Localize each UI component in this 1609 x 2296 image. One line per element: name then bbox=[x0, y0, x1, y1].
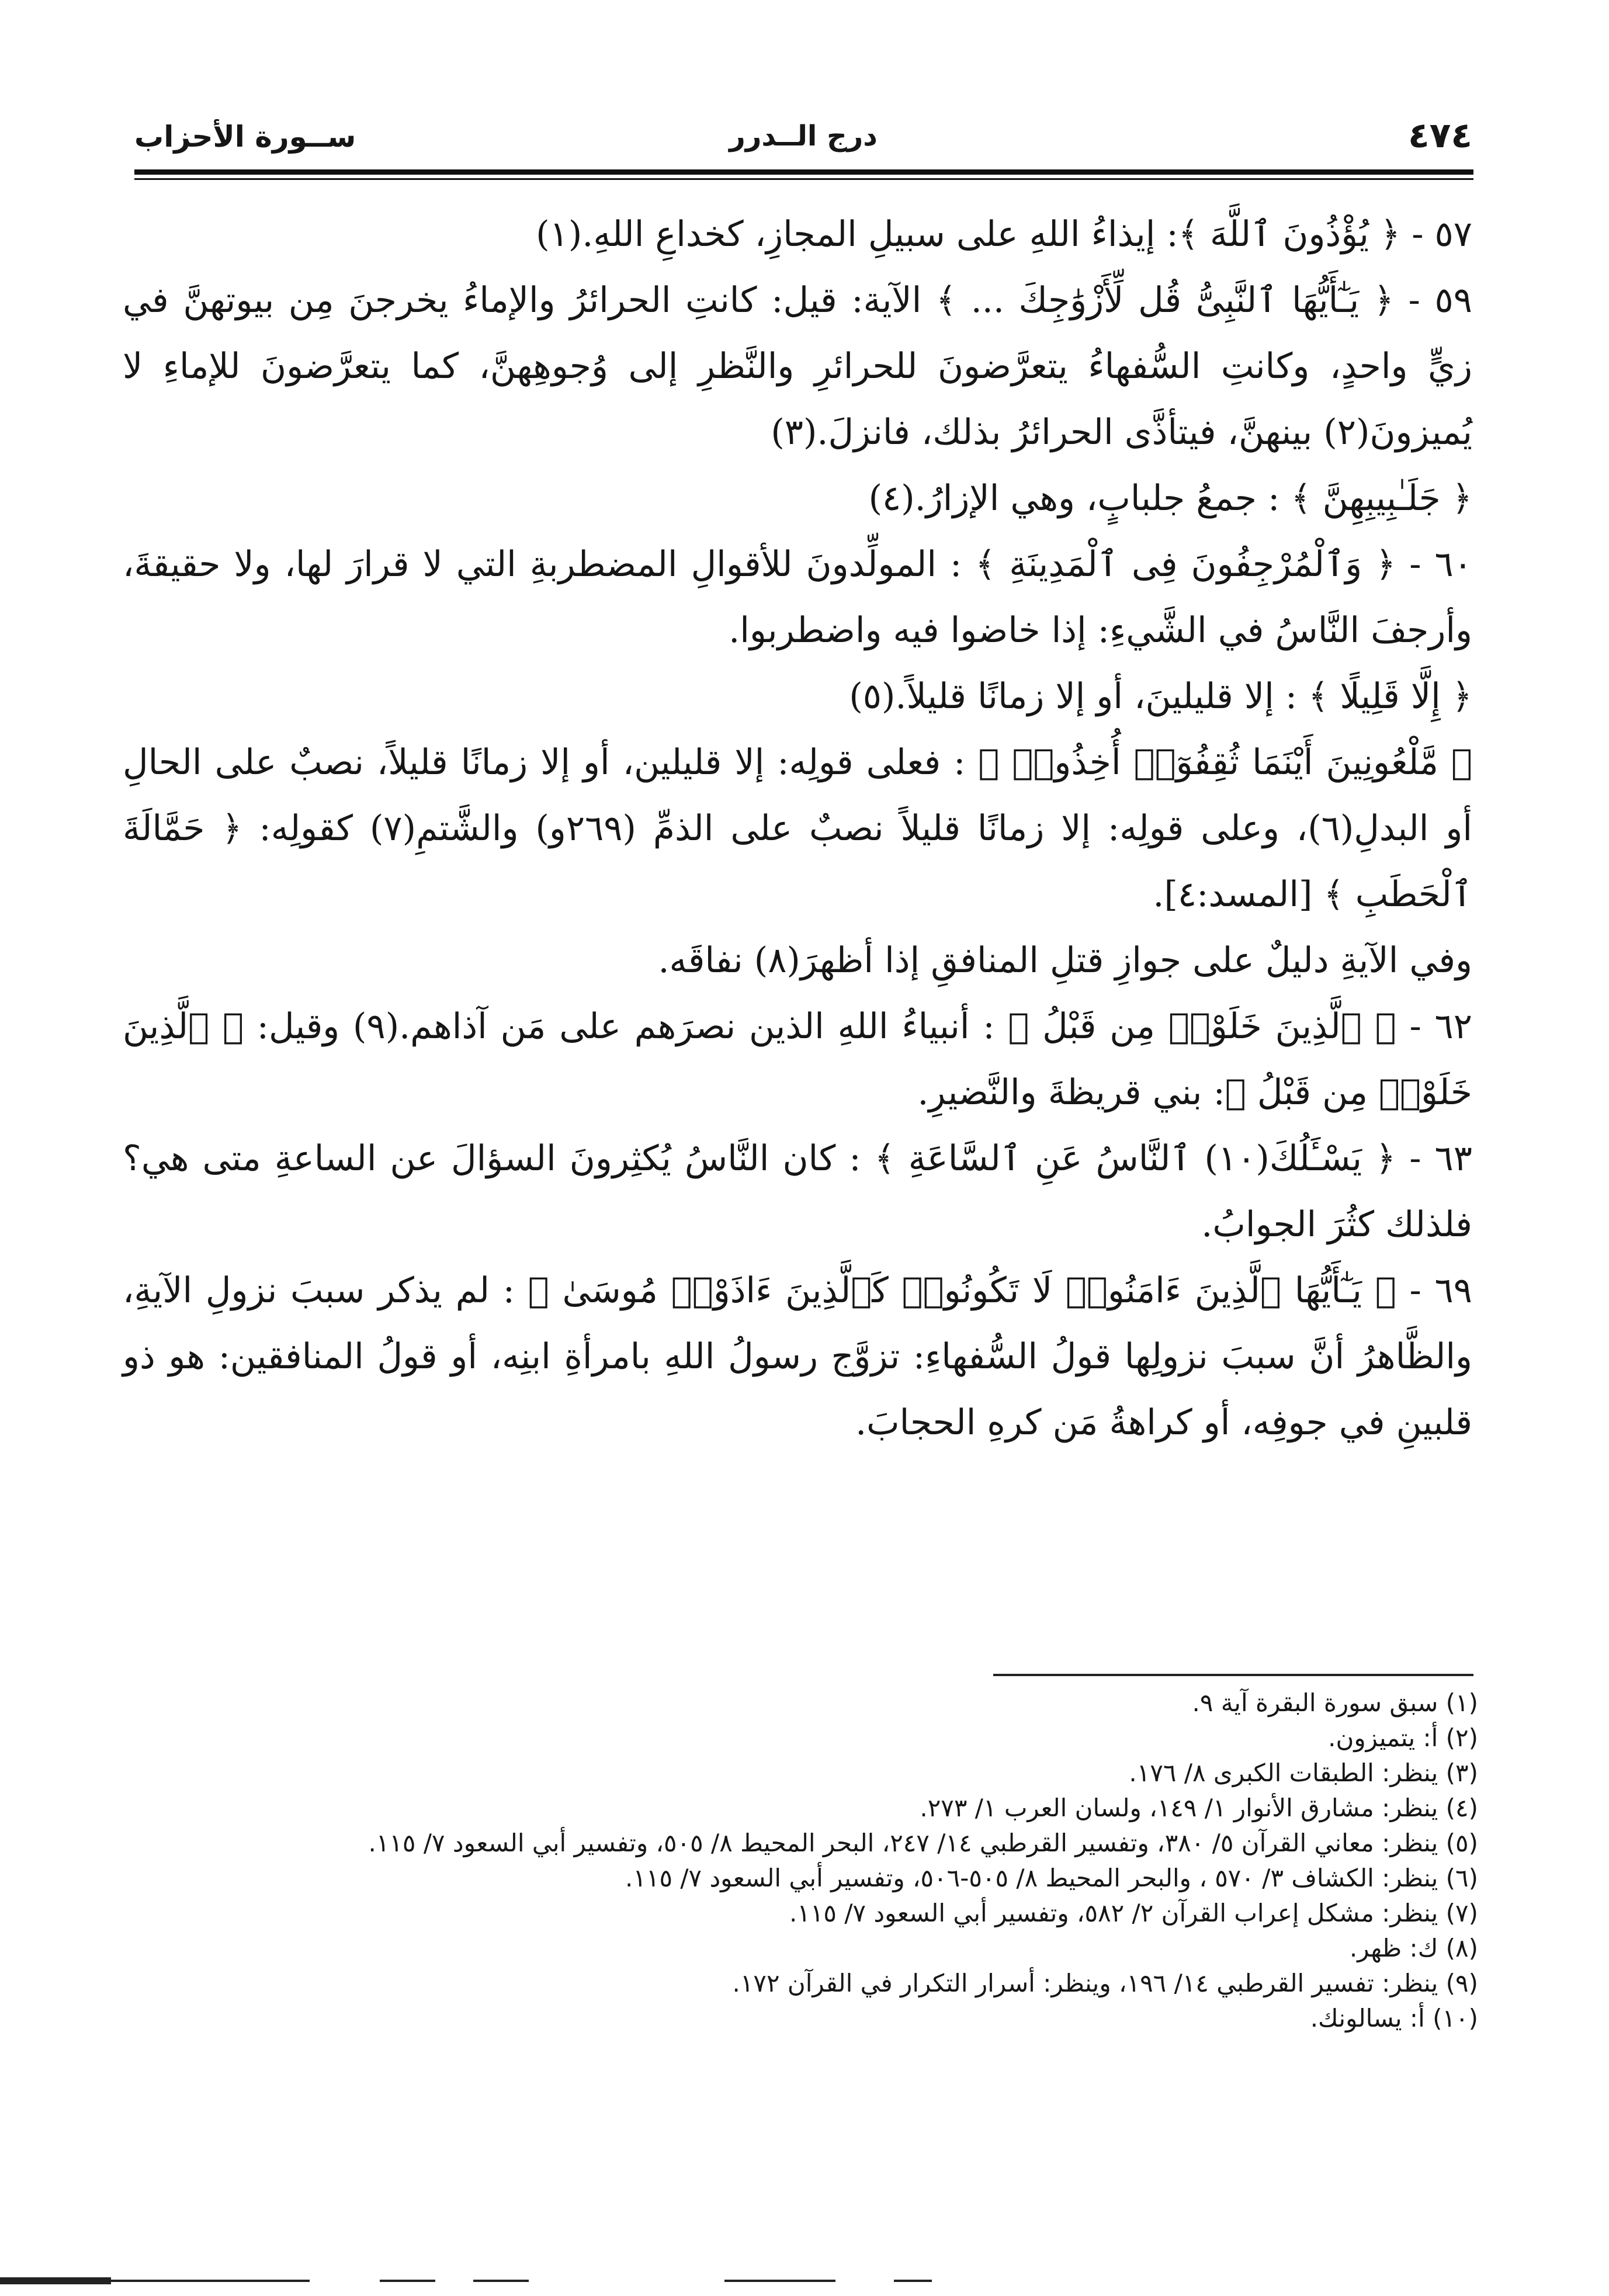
footnote: (٥) ينظر: معاني القرآن ٥/ ٣٨٠، وتفسير القرطبي ١٤/ ٢٤٧، البحر المحيط ٨/ ٥٠٥، وتفسير أبي السعود ٧/ ١١٥. bbox=[368, 1829, 1478, 1857]
footnote: (٧) ينظر: مشكل إعراب القرآن ٢/ ٥٨٢، وتفسير أبي السعود ٧/ ١١٥. bbox=[789, 1899, 1478, 1927]
footnote: (٦) ينظر: الكشاف ٣/ ٥٧٠ ، والبحر المحيط ٨/ ٥٠٥-٥٠٦، وتفسير أبي السعود ٧/ ١١٥. bbox=[625, 1864, 1478, 1892]
surah-name: ســورة الأحزاب bbox=[134, 120, 356, 154]
scan-edge-mark bbox=[473, 2280, 529, 2282]
paragraph-verse-63: ٦٣ - ﴿ يَسْـَٔلُكَ(١٠) ٱلنَّاسُ عَنِ ٱلسَّاعَةِ ﴾ : كان النَّاسُ يُكثِرونَ السؤالَ عن الساعةِ متى هي؟ فلذلك كثُرَ الجوابُ. bbox=[123, 1138, 1472, 1245]
footnote: (١٠) أ: يسالونك. bbox=[1310, 2004, 1478, 2033]
paragraph-verse-62: ٦٢ - ﴿ ٱلَّذِينَ خَلَوْا۟ مِن قَبْلُ ﴾ : أنبياءُ اللهِ الذين نصرَهم على مَن آذاهم.(٩) وقيل: ﴿ ٱلَّذِينَ خَلَوْا۟ مِن قَبْلُ ﴾: بني قريظةَ والنَّضيرِ. bbox=[123, 1006, 1472, 1113]
running-header bbox=[134, 115, 1472, 161]
footnote: (٢) أ: يتميزون. bbox=[1328, 1723, 1478, 1752]
footnote: (٨) ك: ظهر. bbox=[1349, 1934, 1478, 1962]
header-rule-thin bbox=[134, 178, 1473, 180]
paragraph-malunin: ﴿ مَّلْعُونِينَ أَيْنَمَا ثُقِفُوٓا۟ أُخِذُوا۟ ﴾ : فعلى قولِه: إلا قليلين، أو إلا زمانًا قليلاً، نصبٌ على الحالِ أو البدلِ(٦)، وعلى قولِه: إلا زمانًا قليلاً نصبٌ على الذمِّ (٢٦٩و) والشَّتمِ(٧) كقولِه: ﴿ حَمَّالَةَ ٱلْحَطَبِ ﴾ [المسد:٤]. bbox=[123, 742, 1472, 915]
footnotes bbox=[193, 1685, 1478, 2036]
scan-edge-mark bbox=[380, 2280, 435, 2282]
footnote-separator bbox=[993, 1674, 1473, 1676]
paragraph-verse-60: ٦٠ - ﴿ وَٱلْمُرْجِفُونَ فِى ٱلْمَدِينَةِ ﴾ : المولِّدونَ للأقوالِ المضطربةِ التي لا قرارَ لها، ولا حقيقةَ، وأرجفَ النَّاسُ في الشَّيءِ: إذا خاضوا فيه واضطربوا. bbox=[123, 544, 1472, 651]
paragraph-verse-57: ٥٧ - ﴿ يُؤْذُونَ ٱللَّهَ ﴾: إيذاءُ اللهِ على سبيلِ المجازِ، كخداعِ اللهِ.(١) bbox=[536, 214, 1472, 255]
footnote: (٩) ينظر: تفسير القرطبي ١٤/ ١٩٦، وينظر: أسرار التكرار في القرآن ١٧٢. bbox=[732, 1969, 1478, 1997]
book-title: درج الــدرر bbox=[729, 120, 878, 152]
footnote: (٣) ينظر: الطبقات الكبرى ٨/ ١٧٦. bbox=[1129, 1759, 1478, 1787]
paragraph-verse-59: ٥٩ - ﴿ يَـٰٓأَيُّهَا ٱلنَّبِىُّ قُل لِّأَزْوَٰجِكَ ... ﴾ الآية: قيل: كانتِ الحرائرُ والإماءُ يخرجنَ مِن بيوتهنَّ في زيٍّ واحدٍ، وكانتِ السُّفهاءُ يتعرَّضونَ للحرائرِ والنَّظرِ إلى وُجوهِهنَّ، كما يتعرَّضونَ للإماءِ لا يُميزونَ(٢) بينهنَّ، فيتأذَّى الحرائرُ بذلك، فانزلَ.(٣) bbox=[123, 280, 1472, 453]
page-number: ٤٧٤ bbox=[1408, 115, 1472, 156]
scan-edge-mark bbox=[111, 2280, 310, 2282]
footnote: (٤) ينظر: مشارق الأنوار ١/ ١٤٩، ولسان العرب ١/ ٢٧٣. bbox=[920, 1794, 1478, 1822]
scan-edge-mark bbox=[894, 2280, 932, 2282]
scan-edge-mark bbox=[0, 2277, 111, 2284]
paragraph-illa-qalila: ﴿ إِلَّا قَلِيلًا ﴾ : إلا قليلينَ، أو إلا زمانًا قليلاً.(٥) bbox=[849, 676, 1472, 717]
footnote: (١) سبق سورة البقرة آية ٩. bbox=[1192, 1688, 1478, 1717]
main-text bbox=[123, 202, 1472, 1456]
header-rule-thick bbox=[134, 169, 1473, 175]
paragraph-ayah-evidence: وفي الآيةِ دليلٌ على جوازِ قتلِ المنافقِ إذا أظهرَ(٨) نفاقَه. bbox=[658, 940, 1472, 981]
paragraph-jalabib: ﴿ جَلَـٰبِيبِهِنَّ ﴾ : جمعُ جلبابٍ، وهي الإزارُ.(٤) bbox=[868, 478, 1472, 519]
scan-edge-mark bbox=[724, 2280, 835, 2282]
paragraph-verse-69: ٦٩ - ﴿ يَـٰٓأَيُّهَا ٱلَّذِينَ ءَامَنُوا۟ لَا تَكُونُوا۟ كَٱلَّذِينَ ءَاذَوْا۟ مُوسَىٰ ﴾ : لم يذكر سببَ نزولِ الآيةِ، والظَّاهرُ أنَّ سببَ نزولِها قولُ السُّفهاءِ: تزوَّج رسولُ اللهِ بامرأةِ ابنِه، أو قولُ المنافقين: هو ذو قلبينِ في جوفِه، أو كراهةُ مَن كرهِ الحجابَ. bbox=[123, 1270, 1472, 1443]
